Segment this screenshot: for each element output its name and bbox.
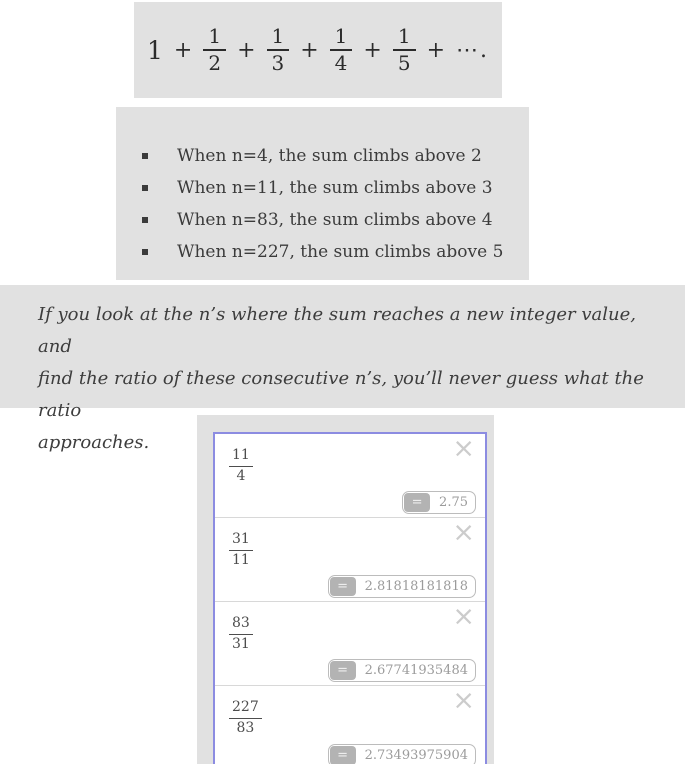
list-item xyxy=(142,140,529,172)
expression-denominator: 83 xyxy=(236,719,255,736)
expression-denominator: 31 xyxy=(232,635,250,652)
list-item xyxy=(142,236,529,268)
observations-list xyxy=(116,107,529,268)
result-pill[interactable] xyxy=(328,659,476,682)
close-icon[interactable]: × xyxy=(452,685,475,716)
plus-sign: + xyxy=(363,37,382,63)
expression-numerator: 31 xyxy=(229,531,253,551)
expression-fraction[interactable] xyxy=(229,615,253,653)
expression-row xyxy=(215,434,485,518)
expression-fraction[interactable] xyxy=(229,699,262,737)
plus-sign: + xyxy=(426,37,446,63)
plus-sign: + xyxy=(237,37,256,63)
close-icon[interactable]: × xyxy=(452,433,475,464)
quote-line: find the ratio of these consecutive n’s, you’ll never guess what the ratio xyxy=(38,368,644,421)
result-pill[interactable] xyxy=(328,744,476,764)
square-bullet-icon xyxy=(142,249,148,255)
formula-lead-term: 1 xyxy=(146,35,163,65)
list-item xyxy=(142,204,529,236)
fraction-denominator: 3 xyxy=(271,51,285,75)
fraction-one-fifth xyxy=(393,25,416,75)
fraction-numerator: 1 xyxy=(267,25,290,51)
square-bullet-icon xyxy=(142,185,148,191)
fraction-denominator: 2 xyxy=(208,51,222,75)
close-icon[interactable]: × xyxy=(452,601,475,632)
plus-sign: + xyxy=(173,37,193,63)
equals-icon: = xyxy=(330,661,356,680)
expression-row xyxy=(215,602,485,686)
quote-line: If you look at the n’s where the sum reaches a new integer value, and xyxy=(38,304,636,357)
result-value: 2.67741935484 xyxy=(364,663,468,678)
expression-numerator: 11 xyxy=(229,447,253,467)
quote-paragraph xyxy=(0,285,685,453)
fraction-numerator: 1 xyxy=(203,25,226,51)
harmonic-series-formula xyxy=(147,25,489,75)
square-bullet-icon xyxy=(142,153,148,159)
result-value: 2.73493975904 xyxy=(364,748,468,763)
fraction-one-third xyxy=(267,25,290,75)
calculator-container xyxy=(197,415,494,764)
quote-line: approaches. xyxy=(38,432,150,453)
list-item-text: When n=4, the sum climbs above 2 xyxy=(177,146,482,166)
equals-icon: = xyxy=(404,493,430,512)
expression-row xyxy=(215,518,485,602)
observations-box xyxy=(116,107,529,280)
fraction-one-fourth xyxy=(330,25,353,75)
list-item-text: When n=83, the sum climbs above 4 xyxy=(177,210,493,230)
fraction-numerator: 1 xyxy=(330,25,353,51)
expression-list xyxy=(213,432,487,764)
fraction-one-half xyxy=(203,25,226,75)
plus-sign: + xyxy=(300,37,319,63)
expression-denominator: 4 xyxy=(236,467,246,484)
result-value: 2.81818181818 xyxy=(364,579,468,594)
list-item-text: When n=227, the sum climbs above 5 xyxy=(177,242,504,262)
fraction-denominator: 5 xyxy=(397,51,411,75)
result-pill[interactable] xyxy=(328,575,476,598)
list-item xyxy=(142,172,529,204)
expression-fraction[interactable] xyxy=(229,531,253,569)
expression-numerator: 227 xyxy=(229,699,262,719)
expression-fraction[interactable] xyxy=(229,447,253,485)
ellipsis: ⋯. xyxy=(456,37,490,63)
expression-numerator: 83 xyxy=(229,615,253,635)
fraction-numerator: 1 xyxy=(393,25,416,51)
square-bullet-icon xyxy=(142,217,148,223)
result-pill[interactable] xyxy=(402,491,476,514)
result-value: 2.75 xyxy=(439,495,468,510)
fraction-denominator: 4 xyxy=(334,51,348,75)
expression-row xyxy=(215,686,485,764)
harmonic-series-formula-box xyxy=(134,2,502,98)
expression-denominator: 11 xyxy=(232,551,250,568)
close-icon[interactable]: × xyxy=(452,517,475,548)
equals-icon: = xyxy=(330,746,356,764)
equals-icon: = xyxy=(330,577,356,596)
list-item-text: When n=11, the sum climbs above 3 xyxy=(177,178,493,198)
